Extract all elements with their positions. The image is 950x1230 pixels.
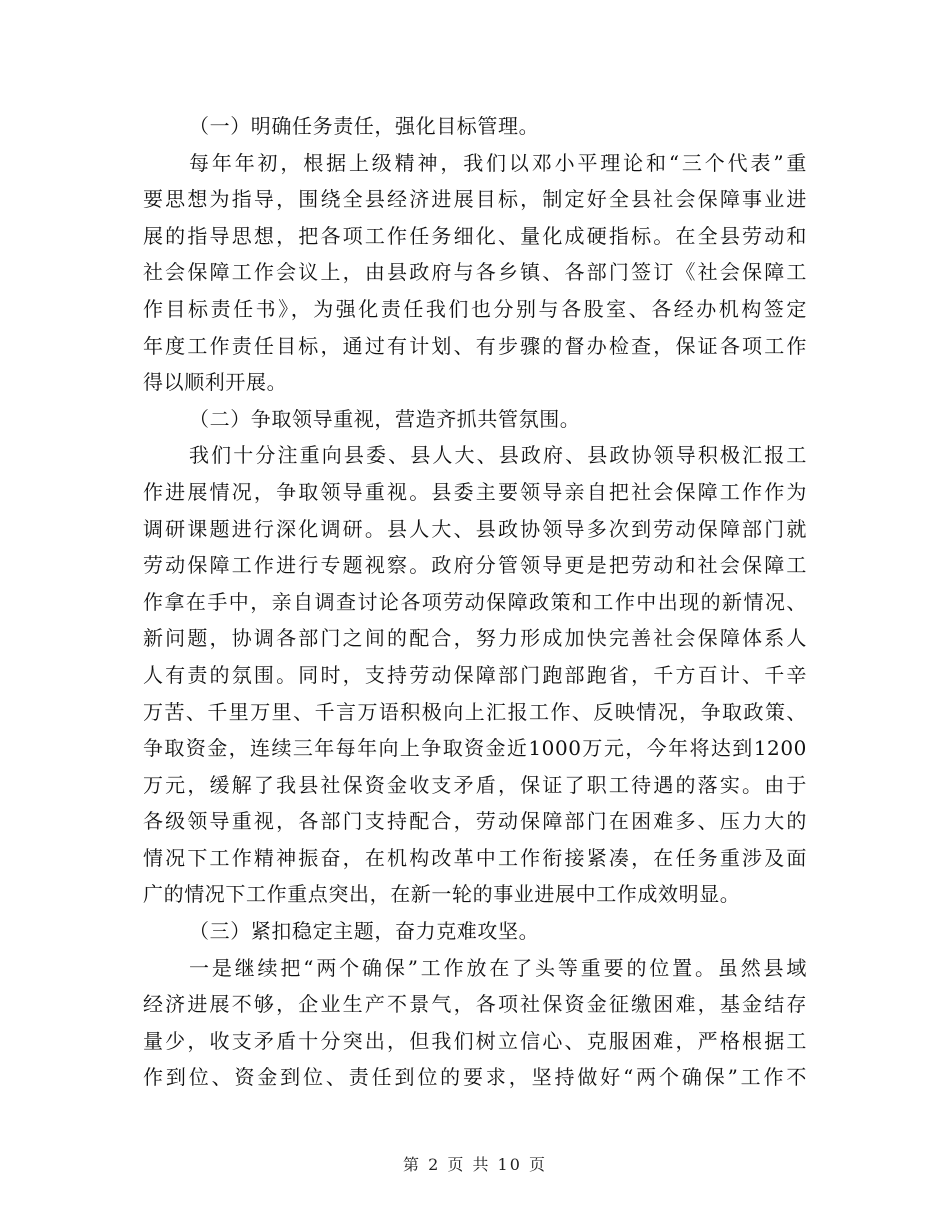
page-footer: 第 2 页 共 10 页 bbox=[403, 1155, 547, 1174]
paragraph-first-line: 一是继续把“两个确保”工作放在了头等重要的位置。虽然县域 bbox=[189, 955, 807, 980]
paragraph-line: 新问题，协调各部门之间的配合，努力形成加快完善社会保障体系人 bbox=[143, 626, 807, 651]
paragraph-line: 经济进展不够，企业生产不景气，各项社保资金征缴困难，基金结存 bbox=[143, 992, 807, 1017]
paragraph-line: 年度工作责任目标，通过有计划、有步骤的督办检查，保证各项工作 bbox=[143, 333, 807, 358]
paragraph-line: 争取资金，连续三年每年向上争取资金近1000万元，今年将达到1200 bbox=[143, 736, 807, 761]
paragraph-line: 作目标责任书》，为强化责任我们也分别与各股室、各经办机构签定 bbox=[143, 296, 807, 321]
paragraph-line: 作拿在手中，亲自调查讨论各项劳动保障政策和工作中出现的新情况、 bbox=[143, 589, 807, 614]
paragraph-line: 作进展情况，争取领导重视。县委主要领导亲自把社会保障工作作为 bbox=[143, 479, 807, 504]
paragraph-last-line: 广的情况下工作重点突出，在新一轮的事业进展中工作成效明显。 bbox=[143, 882, 741, 907]
paragraph-first-line: 每年年初，根据上级精神，我们以邓小平理论和“三个代表”重 bbox=[189, 150, 807, 175]
section-heading: （二）争取领导重视，营造齐抓共管氛围。 bbox=[189, 406, 581, 431]
paragraph-line: 调研课题进行深化调研。县人大、县政协领导多次到劳动保障部门就 bbox=[143, 516, 807, 541]
paragraph-line: 量少，收支矛盾十分突出，但我们树立信心、克服困难，严格根据工 bbox=[143, 1028, 807, 1053]
paragraph-line: 情况下工作精神振奋，在机构改革中工作衔接紧凑，在任务重涉及面 bbox=[143, 845, 807, 870]
section-heading: （一）明确任务责任，强化目标管理。 bbox=[189, 114, 540, 138]
paragraph-line: 万苦、千里万里、千言万语积极向上汇报工作、反映情况，争取政策、 bbox=[143, 699, 807, 724]
paragraph-line: 作到位、资金到位、责任到位的要求，坚持做好“两个确保”工作不 bbox=[143, 1065, 807, 1090]
paragraph-line: 劳动保障工作进行专题视察。政府分管领导更是把劳动和社会保障工 bbox=[143, 553, 807, 578]
document-body bbox=[143, 108, 807, 1096]
paragraph-line: 万元，缓解了我县社保资金收支矛盾，保证了职工待遇的落实。由于 bbox=[143, 772, 807, 797]
paragraph-last-line: 得以顺利开展。 bbox=[143, 370, 288, 395]
paragraph-line: 人有责的氛围。同时，支持劳动保障部门跑部跑省，千方百计、千辛 bbox=[143, 662, 807, 687]
paragraph-line: 社会保障工作会议上，由县政府与各乡镇、各部门签订《社会保障工 bbox=[143, 260, 807, 285]
paragraph-first-line: 我们十分注重向县委、县人大、县政府、县政协领导积极汇报工 bbox=[189, 443, 807, 468]
section-heading: （三）紧扣稳定主题，奋力克难攻坚。 bbox=[189, 919, 540, 944]
paragraph-line: 各级领导重视，各部门支持配合，劳动保障部门在困难多、压力大的 bbox=[143, 809, 807, 834]
paragraph-line: 要思想为指导，围绕全县经济进展目标，制定好全县社会保障事业进 bbox=[143, 187, 807, 212]
paragraph-line: 展的指导思想，把各项工作任务细化、量化成硬指标。在全县劳动和 bbox=[143, 223, 807, 248]
